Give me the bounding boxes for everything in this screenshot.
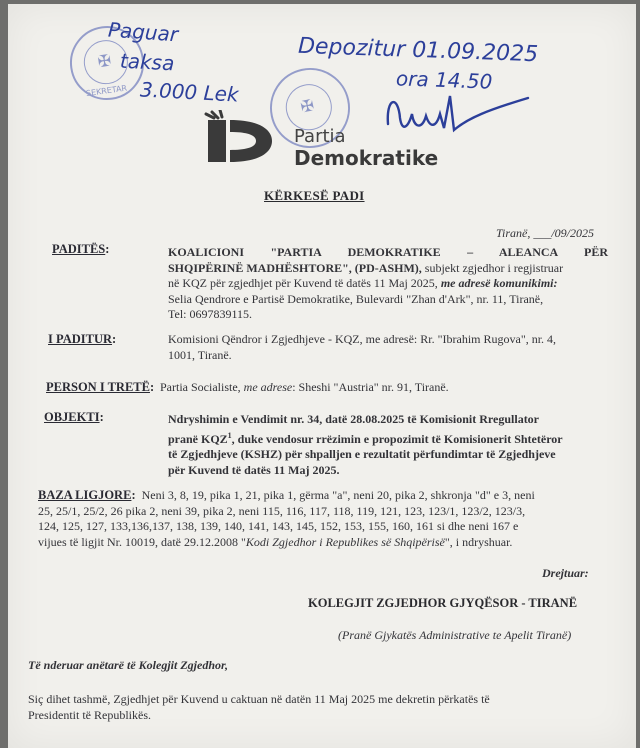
document-date: Tiranë, ___/09/2025 [496,226,595,240]
plaintiff-label: PADITËS [52,242,106,256]
legal-basis-code-name: Kodi Zgjedhor i Republikes së Shqipërisë [245,534,445,549]
greeting: Të nderuar anëtarë të Kolegjit Zgjedhor, [28,658,228,672]
legal-basis-line4c: ", i ndryshuar. [444,534,513,549]
body-line2: Presidentit të Republikës. [28,707,151,722]
legal-basis-block: BAZA LIGJORE: Neni 3, 8, 19, pika 1, 21, pika 1, gërma "a", neni 20, pika 2, shkronja "d" e 3, neni 25, 25/1, 25/2, 26 pika 2, neni 39, pika 2, neni 115, 116, 117, 118, 119, 121, 123, 123/1, 123/2, 123/3, 124, 125, 127, 133,136,137, 138, 139, 140, 141, 143, 145, 152, 153, 155, 160, 161 si dhe neni 167 e vijues të ligjit Nr. 10019, datë 29.12.2008 "Kodi Zgjedhor i Republikes së Shqipërisë", i ndryshuar. [38,488,610,550]
third-person-text [160,380,610,396]
party-logo-icon [204,110,278,172]
plaintiff-line2-rest: subjekt zgjedhor i regjistruar [421,260,564,275]
footnote-marker: 1 [227,430,232,440]
handwritten-deposit-line1: Depozitur 01.09.2025 [297,33,539,68]
third-person-address-label: me adrese [240,380,293,394]
addressee-name: KOLEGJIT ZGJEDHOR GJYQËSOR - TIRANË [308,596,578,610]
eagle-emblem-icon-2: ✠ [298,95,316,117]
object-line1: Ndryshimin e Vendimit nr. 34, datë 28.08.2025 të Komisionit Rregullator [168,412,540,426]
document-page: ✠ SEKRETAR Paguar taksa 3.000 Lek Depozitur 01.09.2025 ora 14.50 ✠ Partia Demokratike KËRKESË PADI Tiranë, ___/09/2025 PADITËS: KOALICIONI "PARTIA DEMOKRATIKE – ALEANCA PËR SHQIPËRINË MADHËSHTORE", (PD-ASHM), subjekt zgjedhor i regjistruar në KQZ për zgjedhjet për Kuvend të datës 11 Maj 2025, me adresë komunikimi: Selia Qendrore e Partisë Demokratike, Bulevardi "Zhan d'Ark", nr. 11, Tiranë, Tel: 0697839115. I PADITUR: Komisioni Qëndror i Zgjedhjeve - KQZ, me adresë: Rr. "Ibrahim Rugova", nr. 4, 1001, Tiranë. PERSON I TRETË: Partia Socialiste, me adrese: Sheshi "Austria" nr. 91, Tiranë. OBJEKTI: Ndryshimin e Vendimit nr. 34, datë 28.08.2025 të Komisionit Rregullator pranë KQZ$^1$, duke vendosur rrëzimin e propozimit të Komisionerit Shtetëror të Zgjedhjeve (KSHZ) për shpalljen e rezultatit përfundimtar të Zgjedhjeve për Kuvend të datës 11 Maj 2025. BAZA LIGJORE: Neni 3, 8, 19, pika 1, 21, pika 1, gërma "a", neni 20, pika 2, shkronja "d" e 3, neni 25, 25/1, 25/2, 26 pika 2, neni 39, pika 2, neni 115, 116, 117, 118, 119, 121, 123, 123/1, 123/2, 123/3, 124, 125, 127, 133,136,137, 138, 139, 140, 141, 143, 145, 152, 153, 155, 160, 161 si dhe neni 167 e vijues të ligjit Nr. 10019, datë 29.12.2008 "Kodi Zgjedhor i Republikes së Shqipërisë", i ndryshuar. Drejtuar: KOLEGJIT ZGJEDHOR GJYQËSOR - TIRANË (Pranë Gjykatës Administrative te Apelit Tiranë) Të nderuar anëtarë të Kolegjit Zgjedhor, Siç dihet tashmë, Zgjedhjet për Kuvend u caktuan në datën 11 Maj 2025 me dekretin përkatës të Presidentit të Republikës. [8,4,636,748]
third-person-address: : Sheshi "Austria" nr. 91, Tiranë. [292,380,449,394]
legal-basis-line1: Neni 3, 8, 19, pika 1, 21, pika 1, gërma "a", neni 20, pika 2, shkronja "d" e 3, neni [141,488,535,502]
object-line2a: pranë KQZ [168,431,228,446]
third-person-name: Partia Socialiste, [160,380,241,394]
body-paragraph [28,692,618,723]
stamp-label: SEKRETAR [85,83,128,99]
defendant-block [168,332,608,363]
document-title: KËRKESË PADI [264,188,365,203]
plaintiff-line3-italic: me adresë komunikimi: [437,276,558,290]
object-line4: për Kuvend të datës 11 Maj 2025. [168,462,340,477]
handwritten-fee-line2: taksa [119,48,175,76]
object-block [168,412,608,478]
handwritten-deposit-line2: ora 14.50 [395,66,493,94]
plaintiff-line4: Selia Qendrore e Partisë Demokratike, Bulevardi "Zhan d'Ark", nr. 11, Tiranë, [168,291,544,306]
eagle-emblem-icon: ✠ [96,50,113,72]
legal-basis-label: BAZA LIGJORE [38,488,132,502]
handwritten-fee-amount: 3.000 Lek [139,77,240,107]
object-line3: të Zgjedhjeve (KSHZ) për shpalljen e rezultatit përfundimtar të Zgjedhjeve [168,447,556,461]
plaintiff-line3: në KQZ për zgjedhjet për Kuvend të datës 11 Maj 2025, [168,276,438,290]
object-line2b: , duke vendosur rrëzimin e propozimit të Komisionerit Shtetëror [231,431,563,446]
third-person-label: PERSON I TRETË [46,380,150,394]
legal-basis-line3: 124, 125, 127, 133,136,137, 138, 139, 140, 141, 143, 145, 152, 153, 155, 160, 161 si dhe neni 167 e [38,519,519,533]
body-line1: Siç dihet tashmë, Zgjedhjet për Kuvend u caktuan në datën 11 Maj 2025 me dekretin përkatës të [28,692,490,706]
handwritten-fee-line1: Paguar [107,17,179,47]
legal-basis-line2: 25, 25/1, 25/2, 26 pika 2, neni 39, pika 2, neni 115, 116, 117, 118, 119, 121, 123, 123/1, 123/2, 123/3, [38,503,526,518]
plaintiff-line2: SHQIPËRINË MADHËSHTORE", (PD-ASHM), [168,260,422,275]
addressee-label: Drejtuar: [542,566,589,580]
defendant-label: I PADITUR [48,332,113,346]
plaintiff-block [168,245,608,323]
defendant-line2: 1001, Tiranë. [168,347,232,362]
plaintiff-line5: Tel: 0697839115. [168,307,253,321]
defendant-line1: Komisioni Qëndror i Zgjedhjeve - KQZ, me adresë: Rr. "Ibrahim Rugova", nr. 4, [168,332,557,346]
logo-text-demokratike: Demokratike [294,146,439,170]
object-label: OBJEKTI [44,410,100,424]
legal-basis-line4a: vijues të ligjit Nr. 10019, datë 29.12.2008 " [38,534,246,549]
logo-text-partia: Partia [294,126,346,147]
addressee-subtitle: (Pranë Gjykatës Administrative te Apelit Tiranë) [338,628,572,642]
signature-scribble [378,88,538,144]
plaintiff-line1: KOALICIONI "PARTIA DEMOKRATIKE – ALEANCA PËR [168,245,608,259]
